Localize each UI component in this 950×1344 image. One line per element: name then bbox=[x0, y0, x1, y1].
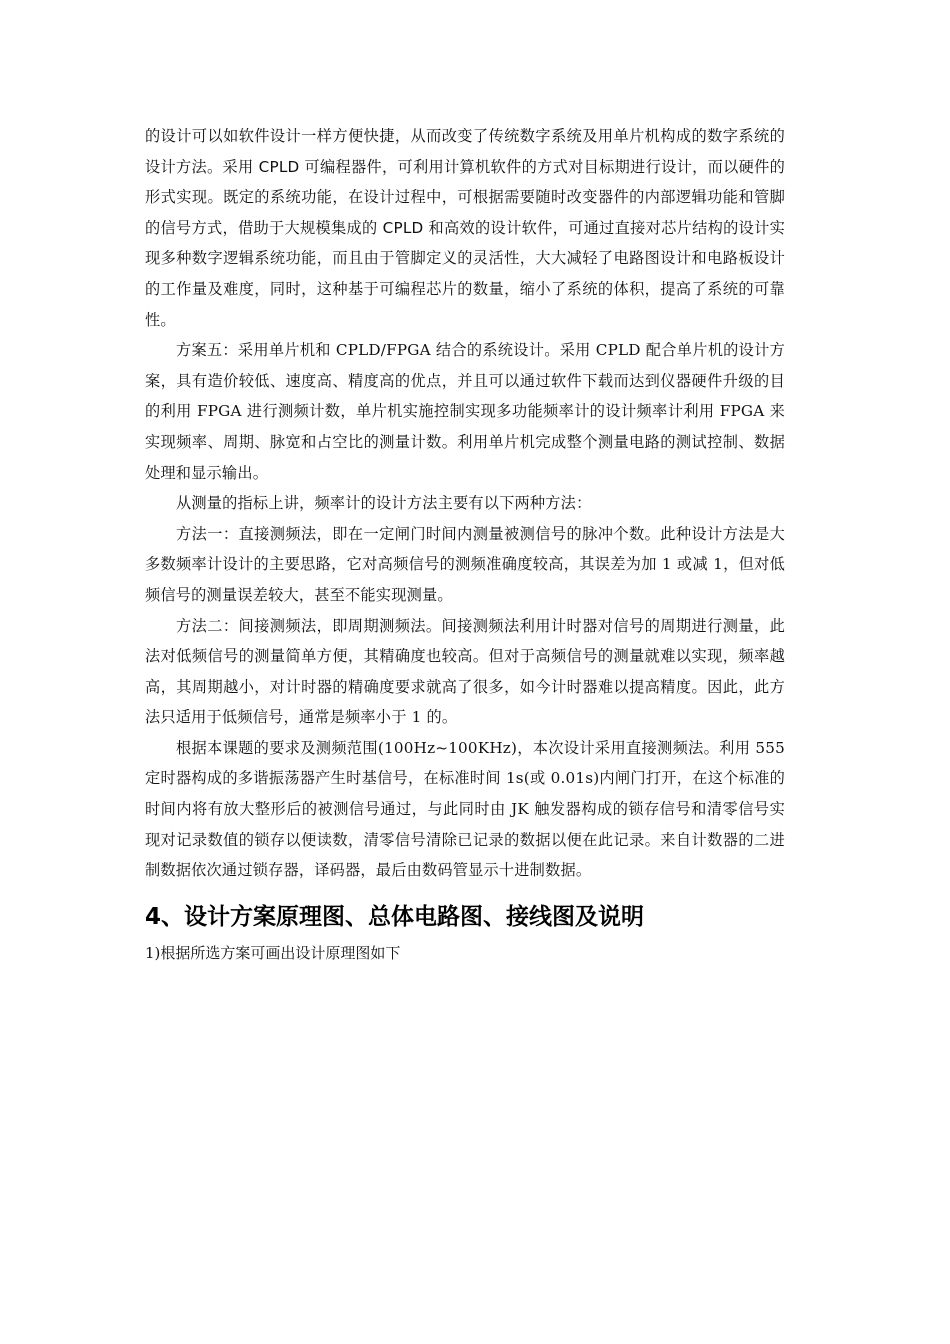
paragraph-method-two: 方法二：间接测频法，即周期测频法。间接测频法利用计时器对信号的周期进行测量，此法对低频信号的测量简单方便，其精确度也较高。但对于高频信号的测量就难以实现，频率越高，其周期越小，对计时器的精确度要求就高了很多，如今计时器难以提高精度。因此，此方法只适用于低频信号，通常是频率小于 1 的。 bbox=[145, 616, 785, 727]
paragraph-chosen-method: 根据本课题的要求及测频范围(100Hz~100KHz)，本次设计采用直接测频法。利用 555 定时器构成的多谐振荡器产生时基信号，在标准时间 1s(或 0.01s)内闸门打开，在这个标准的时间内将有放大整形后的被测信号通过，与此同时由 JK 触发器构成的锁存信号和清零信号实现对记录数值的锁存以便读数，清零信号清除已记录的数据以便在此记录。来自计数器的二进制数据依次通过锁存器，译码器，最后由数码管显示十进制数据。 bbox=[145, 738, 785, 880]
paragraph-method-one: 方法一：直接测频法，即在一定闸门时间内测量被测信号的脉冲个数。此种设计方法是大多数频率计设计的主要思路，它对高频信号的测频准确度较高，其误差为加 1 或减 1，但对低频信号的测量误差较大，甚至不能实现测量。 bbox=[145, 524, 785, 604]
paragraph-scheme-five: 方案五：采用单片机和 CPLD/FPGA 结合的系统设计。采用 CPLD 配合单片机的设计方案，具有造价较低、速度高、精度高的优点，并且可以通过软件下载而达到仪器硬件升级的目的利用 FPGA 进行测频计数，单片机实施控制实现多功能频率计的设计频率计利用 FPGA 来实现频率、周期、脉宽和占空比的测量计数。利用单片机完成整个测量电路的测试控制、数据处理和显示输出。 bbox=[145, 341, 785, 482]
page-content bbox=[145, 121, 785, 966]
paragraph-measurement-methods-intro: 从测量的指标上讲，频率计的设计方法主要有以下两种方法： bbox=[176, 494, 592, 513]
section-caption: 1)根据所选方案可画出设计原理图如下 bbox=[145, 943, 401, 962]
paragraph-cpld-design: 的设计可以如软件设计一样方便快捷，从而改变了传统数字系统及用单片机构成的数字系统的设计方法。采用 CPLD 可编程器件，可利用计算机软件的方式对目标期进行设计，而以硬件的形式实现。既定的系统功能，在设计过程中，可根据需要随时改变器件的内部逻辑功能和管脚的信号方式，借助于大规模集成的 CPLD 和高效的设计软件，可通过直接对芯片结构的设计实现多种数字逻辑系统功能，而且由于管脚定义的灵活性，大大减轻了电路图设计和电路板设计的工作量及难度，同时，这种基于可编程芯片的数量，缩小了系统的体积，提高了系统的可靠性。 bbox=[145, 127, 785, 329]
section-heading: 4、设计方案原理图、总体电路图、接线图及说明 bbox=[145, 903, 645, 930]
